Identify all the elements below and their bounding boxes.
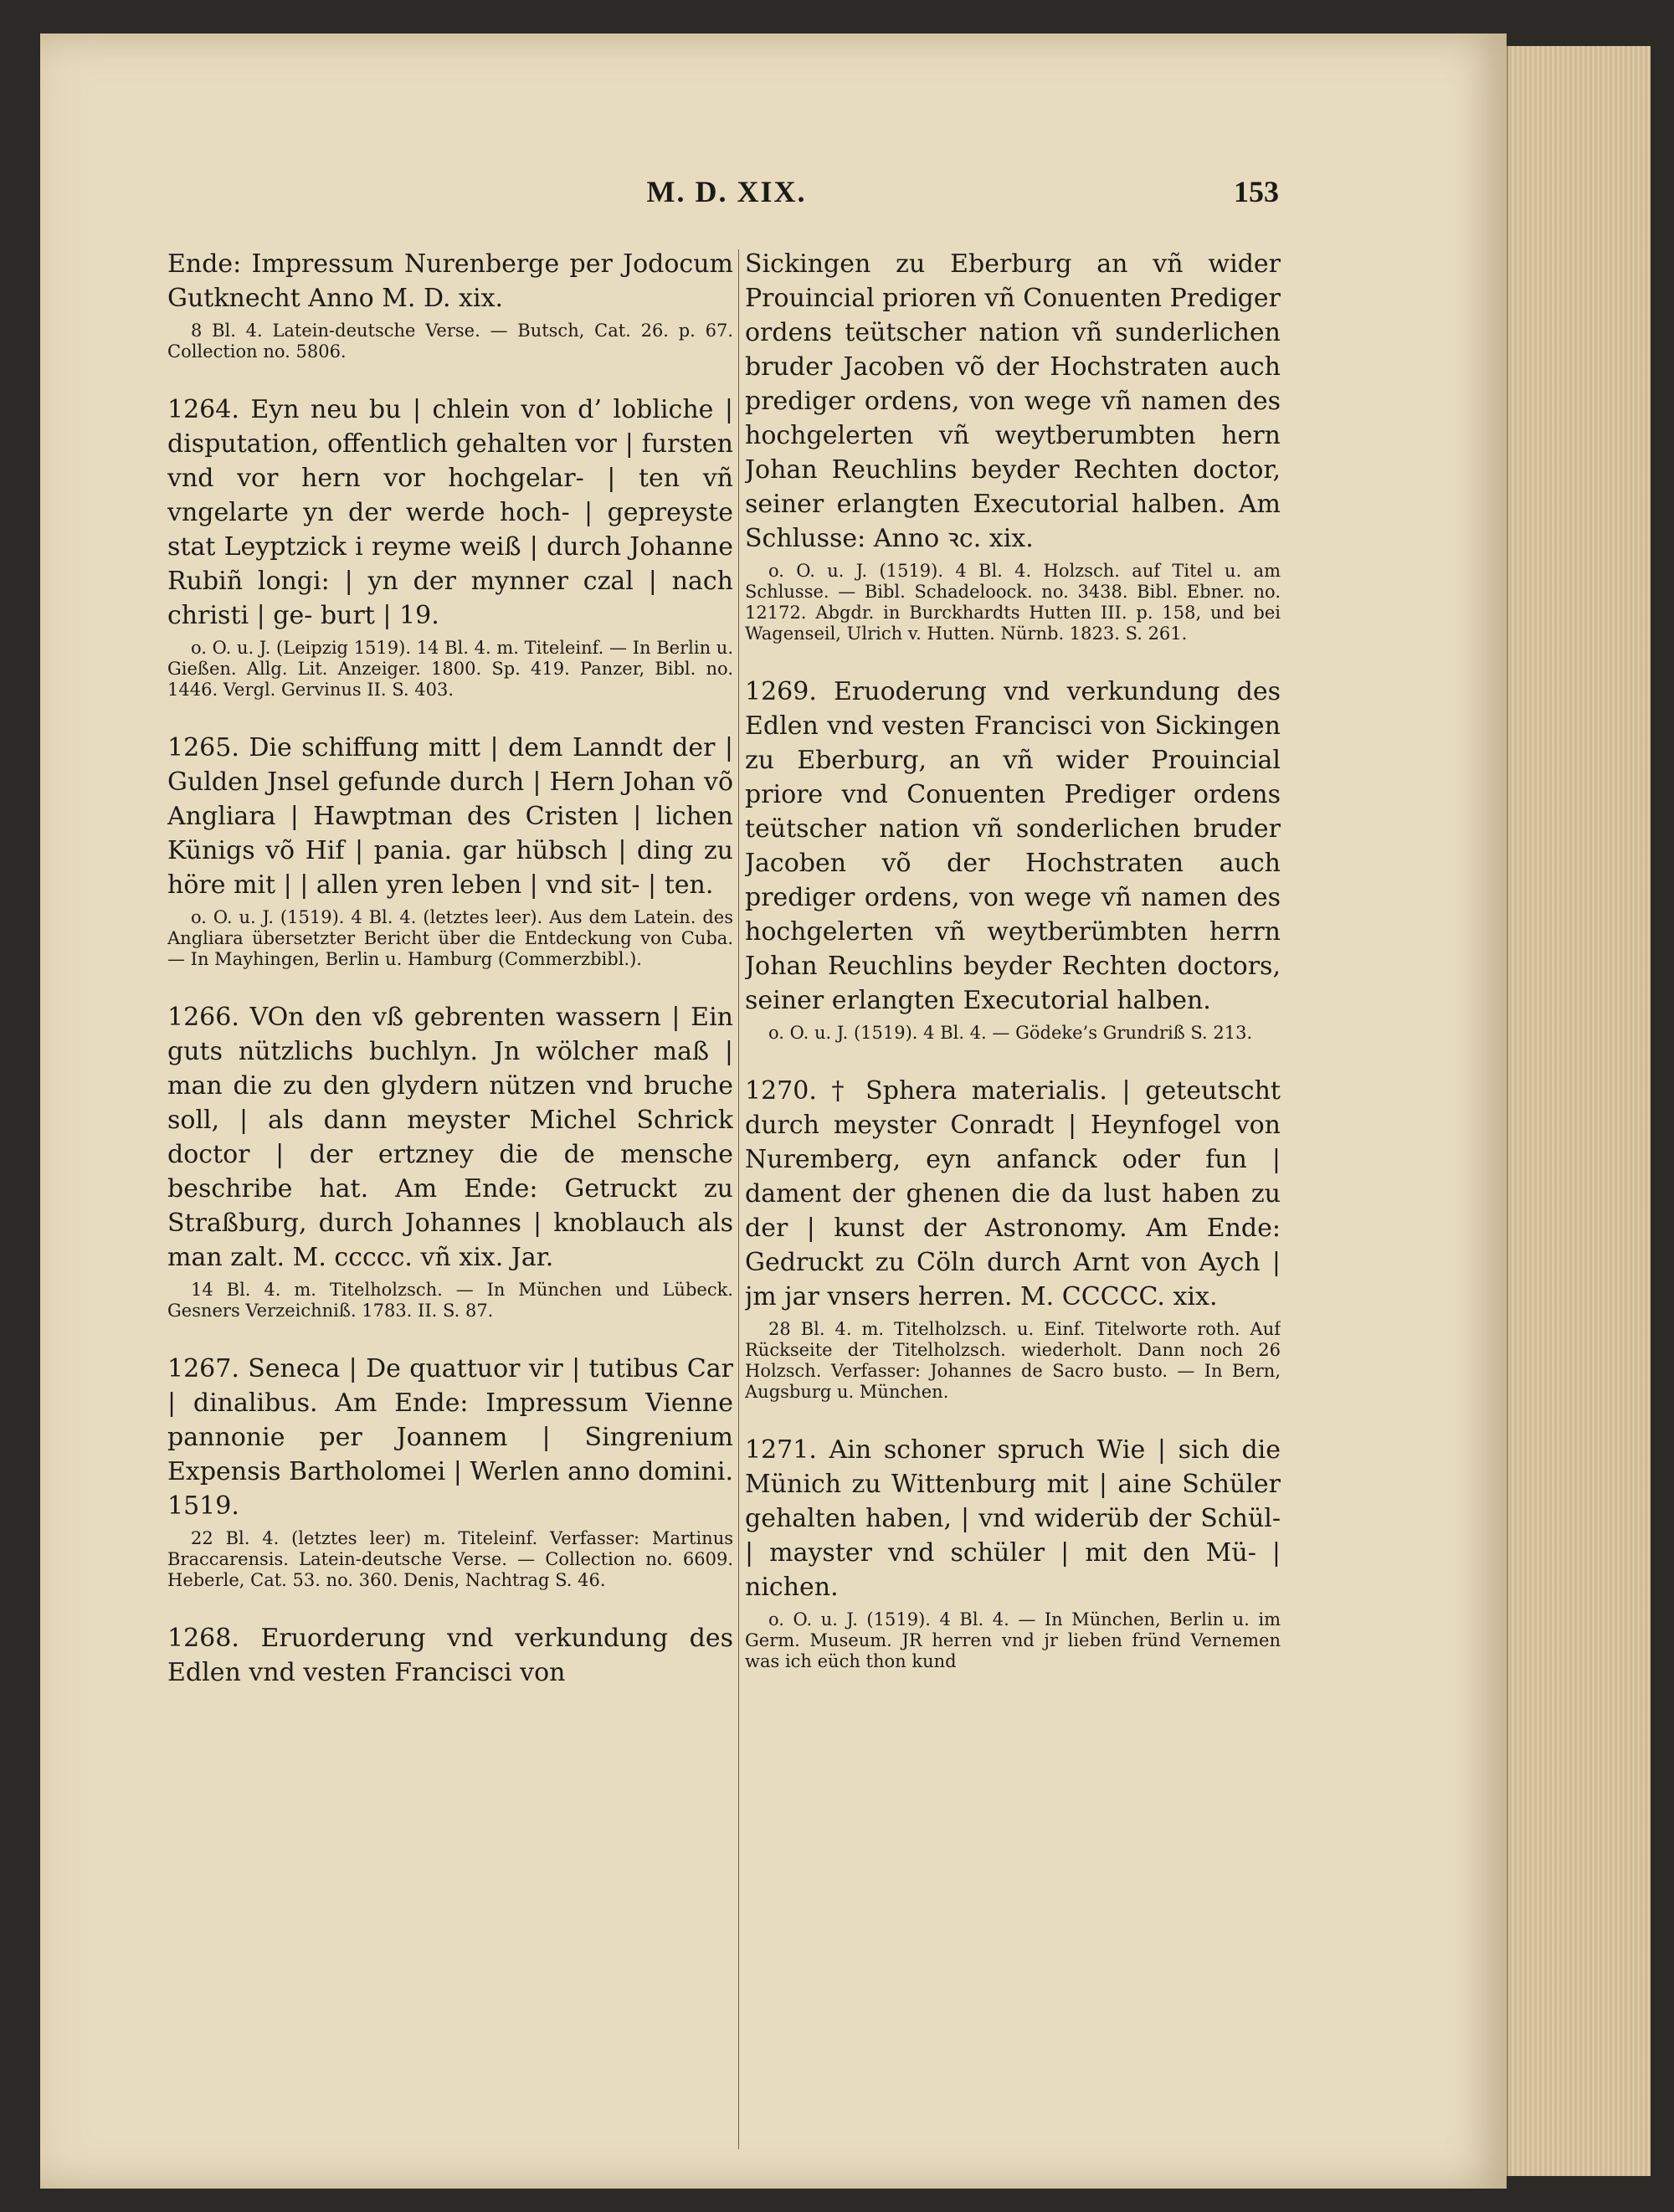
page-number: 153 bbox=[1234, 175, 1279, 208]
entry-text: 1265. Die schiffung mitt | dem Lanndt der | Gulden Jnsel gefunde durch | Hern Johan võ Angliara | Hawptman des Cristen | lichen Künigs võ Hif | pania. gar hübsch | ding zu höre mit | | allen yren leben | vnd sit- | ten. bbox=[167, 733, 733, 900]
entry-text: 1271. Ain schoner spruch Wie | sich die Münich zu Wittenburg mit | aine Schüler gehalten haben, | vnd widerüb der Schül- | mayster vnd schüler | mit den Mü- | nichen. bbox=[745, 1435, 1281, 1602]
entry-text: 1266. VOn den vß gebrenten wassern | Ein guts nützlichs buchlyn. Jn wölcher maß | man die zu den glydern nützen vnd bruche soll, | als dann meyster Michel Schrick doctor | der ertzney die de mensche beschribe hat. Am Ende: Getruckt zu Straßburg, durch Johannes | knoblauch als man zalt. M. ccccc. vñ xix. Jar. bbox=[167, 1003, 733, 1272]
book-page bbox=[40, 33, 1507, 2189]
entry-note: o. O. u. J. (Leipzig 1519). 14 Bl. 4. m. Titeleinf. — In Berlin u. Gießen. Allg. Lit. Anzeiger. 1800. Sp. 419. Panzer, Bibl. no. 1446. Vergl. Gervinus II. S. 403. bbox=[167, 638, 733, 700]
right-column bbox=[745, 247, 1281, 2172]
book-page-edges bbox=[1507, 46, 1651, 2176]
bibliography-entry bbox=[745, 1433, 1281, 1672]
entry-note: 14 Bl. 4. m. Titelholzsch. — In München und Lübeck. Gesners Verzeichniß. 1783. II. S. 87. bbox=[167, 1280, 733, 1321]
entry-text: 1268. Eruorderung vnd verkundung des Edlen vnd vesten Francisci von bbox=[167, 1624, 733, 1687]
entry-note: o. O. u. J. (1519). 4 Bl. 4. — In München, Berlin u. im Germ. Museum. JR herren vnd jr lieben fründ Vernemen was ich eüch thon kund bbox=[745, 1609, 1281, 1671]
entry-note: o. O. u. J. (1519). 4 Bl. 4. Holzsch. auf Titel u. am Schlusse. — Bibl. Schadeloock. no. 3438. Bibl. Ebner. no. 12172. Abgdr. in Burckhardts Hutten III. p. 158, und bei Wagenseil, Ulrich v. Hutten. Nürnb. 1823. S. 261. bbox=[745, 561, 1281, 644]
entry-note: 8 Bl. 4. Latein-deutsche Verse. — Butsch, Cat. 26. p. 67. Collection no. 5806. bbox=[167, 321, 733, 362]
bibliography-entry bbox=[167, 731, 733, 970]
entry-text: 1269. Eruoderung vnd verkundung des Edlen vnd vesten Francisci von Sickingen zu Eberburg, an vñ wider Prouincial priore vnd Conuenten Prediger ordens teütscher nation vñ sonderlichen bruder Jacoben võ der Hochstraten auch prediger ordens, von wege vñ namen des hochgelerten vñ weytberümbten herrn Johan Reuchlins beyder Rechten doctors, seiner erlangten Executorial halben. bbox=[745, 677, 1281, 1015]
entry-note: o. O. u. J. (1519). 4 Bl. 4. (letztes leer). Aus dem Latein. des Angliara übersetzter Bericht über die Entdeckung von Cuba. — In Mayhingen, Berlin u. Hamburg (Commerzbibl.). bbox=[167, 907, 733, 969]
running-head bbox=[40, 174, 1507, 216]
column-divider bbox=[738, 249, 739, 2149]
running-head-title: M. D. XIX. bbox=[646, 175, 807, 208]
entry-note: o. O. u. J. (1519). 4 Bl. 4. — Gödeke’s Grundriß S. 213. bbox=[768, 1023, 1253, 1043]
bibliography-entry bbox=[745, 675, 1281, 1044]
left-column bbox=[167, 247, 733, 2172]
bibliography-entry bbox=[167, 393, 733, 701]
bibliography-entry bbox=[167, 1621, 733, 1690]
entry-note: 28 Bl. 4. m. Titelholzsch. u. Einf. Titelworte roth. Auf Rückseite der Titelholzsch. wiederholt. Dann noch 26 Holzsch. Verfasser: Johannes de Sacro busto. — In Bern, Augsburg u. München. bbox=[745, 1319, 1281, 1402]
entry-text: 1264. Eyn neu bu | chlein von d’ lobliche | disputation, offentlich gehalten vor | fursten vnd vor hern vor hochgelar- | ten vñ vngelarte yn der werde hoch- | gepreyste stat Leyptzick i reyme weiß | durch Johanne Rubiñ longi: | yn der mynner czal | nach christi | ge- burt | 19. bbox=[167, 395, 733, 630]
entry-text: Sickingen zu Eberburg an vñ wider Prouincial prioren vñ Conuenten Prediger ordens teütscher nation vñ sunderlichen bruder Jacoben võ der Hochstraten auch prediger ordens, von wege vñ namen des hochgelerten vñ weytberumbten hern Johan Reuchlins beyder Rechten doctor, seiner erlangten Executorial halben. Am Schlusse: Anno ꝛc. xix. bbox=[745, 249, 1281, 553]
bibliography-entry bbox=[745, 1074, 1281, 1403]
bibliography-entry bbox=[167, 1000, 733, 1322]
bibliography-entry bbox=[745, 247, 1281, 644]
bibliography-entry bbox=[167, 247, 733, 362]
entry-note: 22 Bl. 4. (letztes leer) m. Titeleinf. Verfasser: Martinus Braccarensis. Latein-deutsche Verse. — Collection no. 6609. Heberle, Cat. 53. no. 360. Denis, Nachtrag S. 46. bbox=[167, 1528, 733, 1590]
bibliography-entry bbox=[167, 1352, 733, 1591]
entry-text: 1270. † Sphera materialis. | geteutscht durch meyster Conradt | Heynfogel von Nuremberg, eyn anfanck oder fun | dament der ghenen die da lust haben zu der | kunst der Astronomy. Am Ende: Gedruckt zu Cöln durch Arnt von Aych | jm jar vnsers herren. M. CCCCC. xix. bbox=[745, 1076, 1281, 1311]
entry-text: 1267. Seneca | De quattuor vir | tutibus Car | dinalibus. Am Ende: Impressum Vienne pannonie per Joannem | Singrenium Expensis Bartholomei | Werlen anno domini. 1519. bbox=[167, 1354, 733, 1521]
entry-text: Ende: Impressum Nurenberge per Jodocum Gutknecht Anno M. D. xix. bbox=[167, 249, 733, 313]
